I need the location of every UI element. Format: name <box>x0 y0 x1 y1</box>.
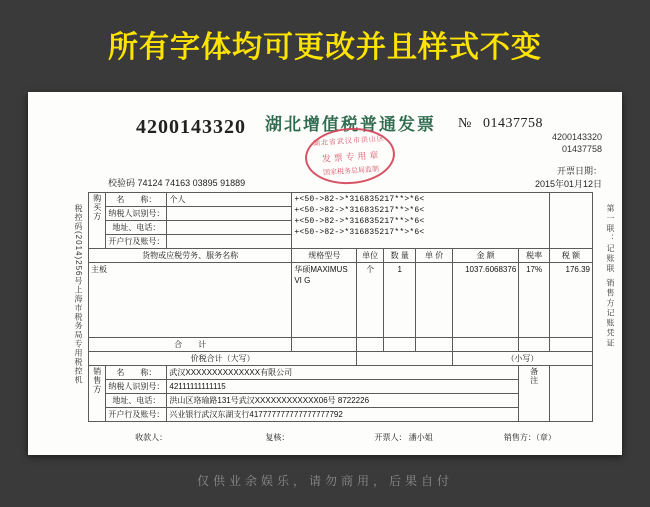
password-line-1: +<50->82->*316835217**>*6< <box>294 195 425 204</box>
item-spec[interactable]: 华硕MAXIMUS VI G <box>292 263 357 338</box>
buyer-address-value[interactable] <box>167 221 292 235</box>
item-amount[interactable]: 1037.6068376 <box>452 263 518 338</box>
seller-taxid-label: 纳税人识别号： <box>106 380 167 394</box>
total-spec-blank <box>292 338 357 352</box>
item-name[interactable]: 主板 <box>89 263 292 338</box>
check-code-value: 74124 74163 03895 91889 <box>137 178 246 188</box>
payee-field <box>88 432 214 443</box>
remark-label: 备注 <box>519 366 550 422</box>
seller-vertical-label: 销售方 <box>89 366 106 422</box>
page-headline: 所有字体均可更改并且样式不变 <box>108 30 542 65</box>
issue-date-value: 2015年01月12日 <box>534 179 602 189</box>
col-header-amount: 金 额 <box>452 249 518 263</box>
total-rate-blank <box>519 338 550 352</box>
reviewer-label: 复核： <box>265 433 290 442</box>
stamp-line-3: 国家税务总局监制 <box>322 165 380 177</box>
seller-signature-label: 销售方：（章） <box>503 433 556 442</box>
buyer-vertical-label: 购买方 <box>89 193 106 249</box>
seller-address-value[interactable]: 洪山区珞瑜路131号武汉XXXXXXXXXXXX06号 8722226 <box>167 394 519 408</box>
seller-bank-value[interactable]: 兴业银行武汉东湖支行417777777777777777792 <box>167 408 519 422</box>
seller-bank-label: 开户行及账号： <box>106 408 167 422</box>
grand-total-cn-label: 价税合计（大写） <box>89 352 357 366</box>
seller-name-value[interactable]: 武汉XXXXXXXXXXXXXX有限公司 <box>167 366 519 380</box>
grand-total-num <box>452 352 592 366</box>
buyer-taxid-value[interactable] <box>167 207 292 221</box>
buyer-name-value[interactable]: 个人 <box>167 193 292 207</box>
grand-total-cn-value <box>357 352 453 366</box>
col-header-spec: 规格型号 <box>292 249 357 263</box>
total-amount <box>452 338 518 352</box>
invoice-code-right: 4200143320 <box>551 132 602 142</box>
drawer-value[interactable]: 潘小姐 <box>408 433 433 442</box>
col-header-unit: 单位 <box>357 249 384 263</box>
invoice-number-right: 01437758 <box>561 144 602 154</box>
seller-taxid-value[interactable]: 42111111111115 <box>167 380 519 394</box>
seller-address-label: 地址、电话： <box>106 394 167 408</box>
buyer-bank-value[interactable] <box>167 235 292 249</box>
side-text-left: 税控码(2014)256号上海市税务局专用税控机 <box>74 204 83 385</box>
item-unit[interactable]: 个 <box>357 263 384 338</box>
item-price[interactable] <box>416 263 452 338</box>
invoice-document <box>28 92 622 455</box>
password-line-2: +<50->82->*316835217**>*6< <box>294 206 425 215</box>
reviewer-field <box>214 432 340 443</box>
total-price-blank <box>416 338 452 352</box>
signature-row <box>88 432 593 443</box>
col-header-name: 货物或应税劳务、服务名称 <box>89 249 292 263</box>
invoice-number-value: 01437758 <box>483 116 543 131</box>
total-qty-blank <box>384 338 416 352</box>
item-tax[interactable]: 176.39 <box>549 263 592 338</box>
side-text-right: 第一联：记账联 销售方记账凭证 <box>606 204 615 349</box>
stamp-line-1: 湖北省武汉市洪山区 <box>312 134 386 148</box>
col-header-qty: 数 量 <box>384 249 416 263</box>
total-tax <box>549 338 592 352</box>
invoice-title: 湖北增值税普通发票 <box>265 115 436 135</box>
item-qty[interactable]: 1 <box>384 263 416 338</box>
seller-name-label: 名 称： <box>106 366 167 380</box>
col-header-price: 单 价 <box>416 249 452 263</box>
invoice-number-label: № <box>458 116 472 131</box>
password-line-4: +<50->82->*316835217**>*6< <box>294 228 425 237</box>
buyer-taxid-label: 纳税人识别号： <box>106 207 167 221</box>
buyer-bank-label: 开户行及账号： <box>106 235 167 249</box>
issue-date-label: 开票日期： <box>556 166 602 176</box>
footer-disclaimer: 仅供业余娱乐，请勿商用，后果自付 <box>196 474 453 488</box>
col-header-rate: 税率 <box>519 249 550 263</box>
drawer-field <box>341 432 467 443</box>
check-code <box>108 176 245 189</box>
seller-signature-field <box>467 432 593 443</box>
total-unit-blank <box>357 338 384 352</box>
stamp-line-2: 发 票 专 用 章 <box>321 151 379 165</box>
invoice-code-large: 4200143320 <box>136 116 246 138</box>
col-header-tax: 税 额 <box>549 249 592 263</box>
item-rate[interactable]: 17% <box>519 263 550 338</box>
total-label: 合 计 <box>89 338 292 352</box>
check-code-label: 校验码 <box>108 178 136 188</box>
remark-value[interactable] <box>549 366 592 422</box>
grand-total-num-label: （小写） <box>506 354 539 363</box>
password-line-3: +<50->82->*316835217**>*6< <box>294 217 425 226</box>
payee-label: 收款人： <box>135 433 168 442</box>
table-row <box>89 263 593 338</box>
password-area <box>292 193 550 249</box>
invoice-header <box>28 92 622 189</box>
invoice-table <box>88 192 593 422</box>
buyer-name-label: 名 称： <box>106 193 167 207</box>
drawer-label: 开票人： <box>374 433 407 442</box>
buyer-address-label: 地址、电话： <box>106 221 167 235</box>
